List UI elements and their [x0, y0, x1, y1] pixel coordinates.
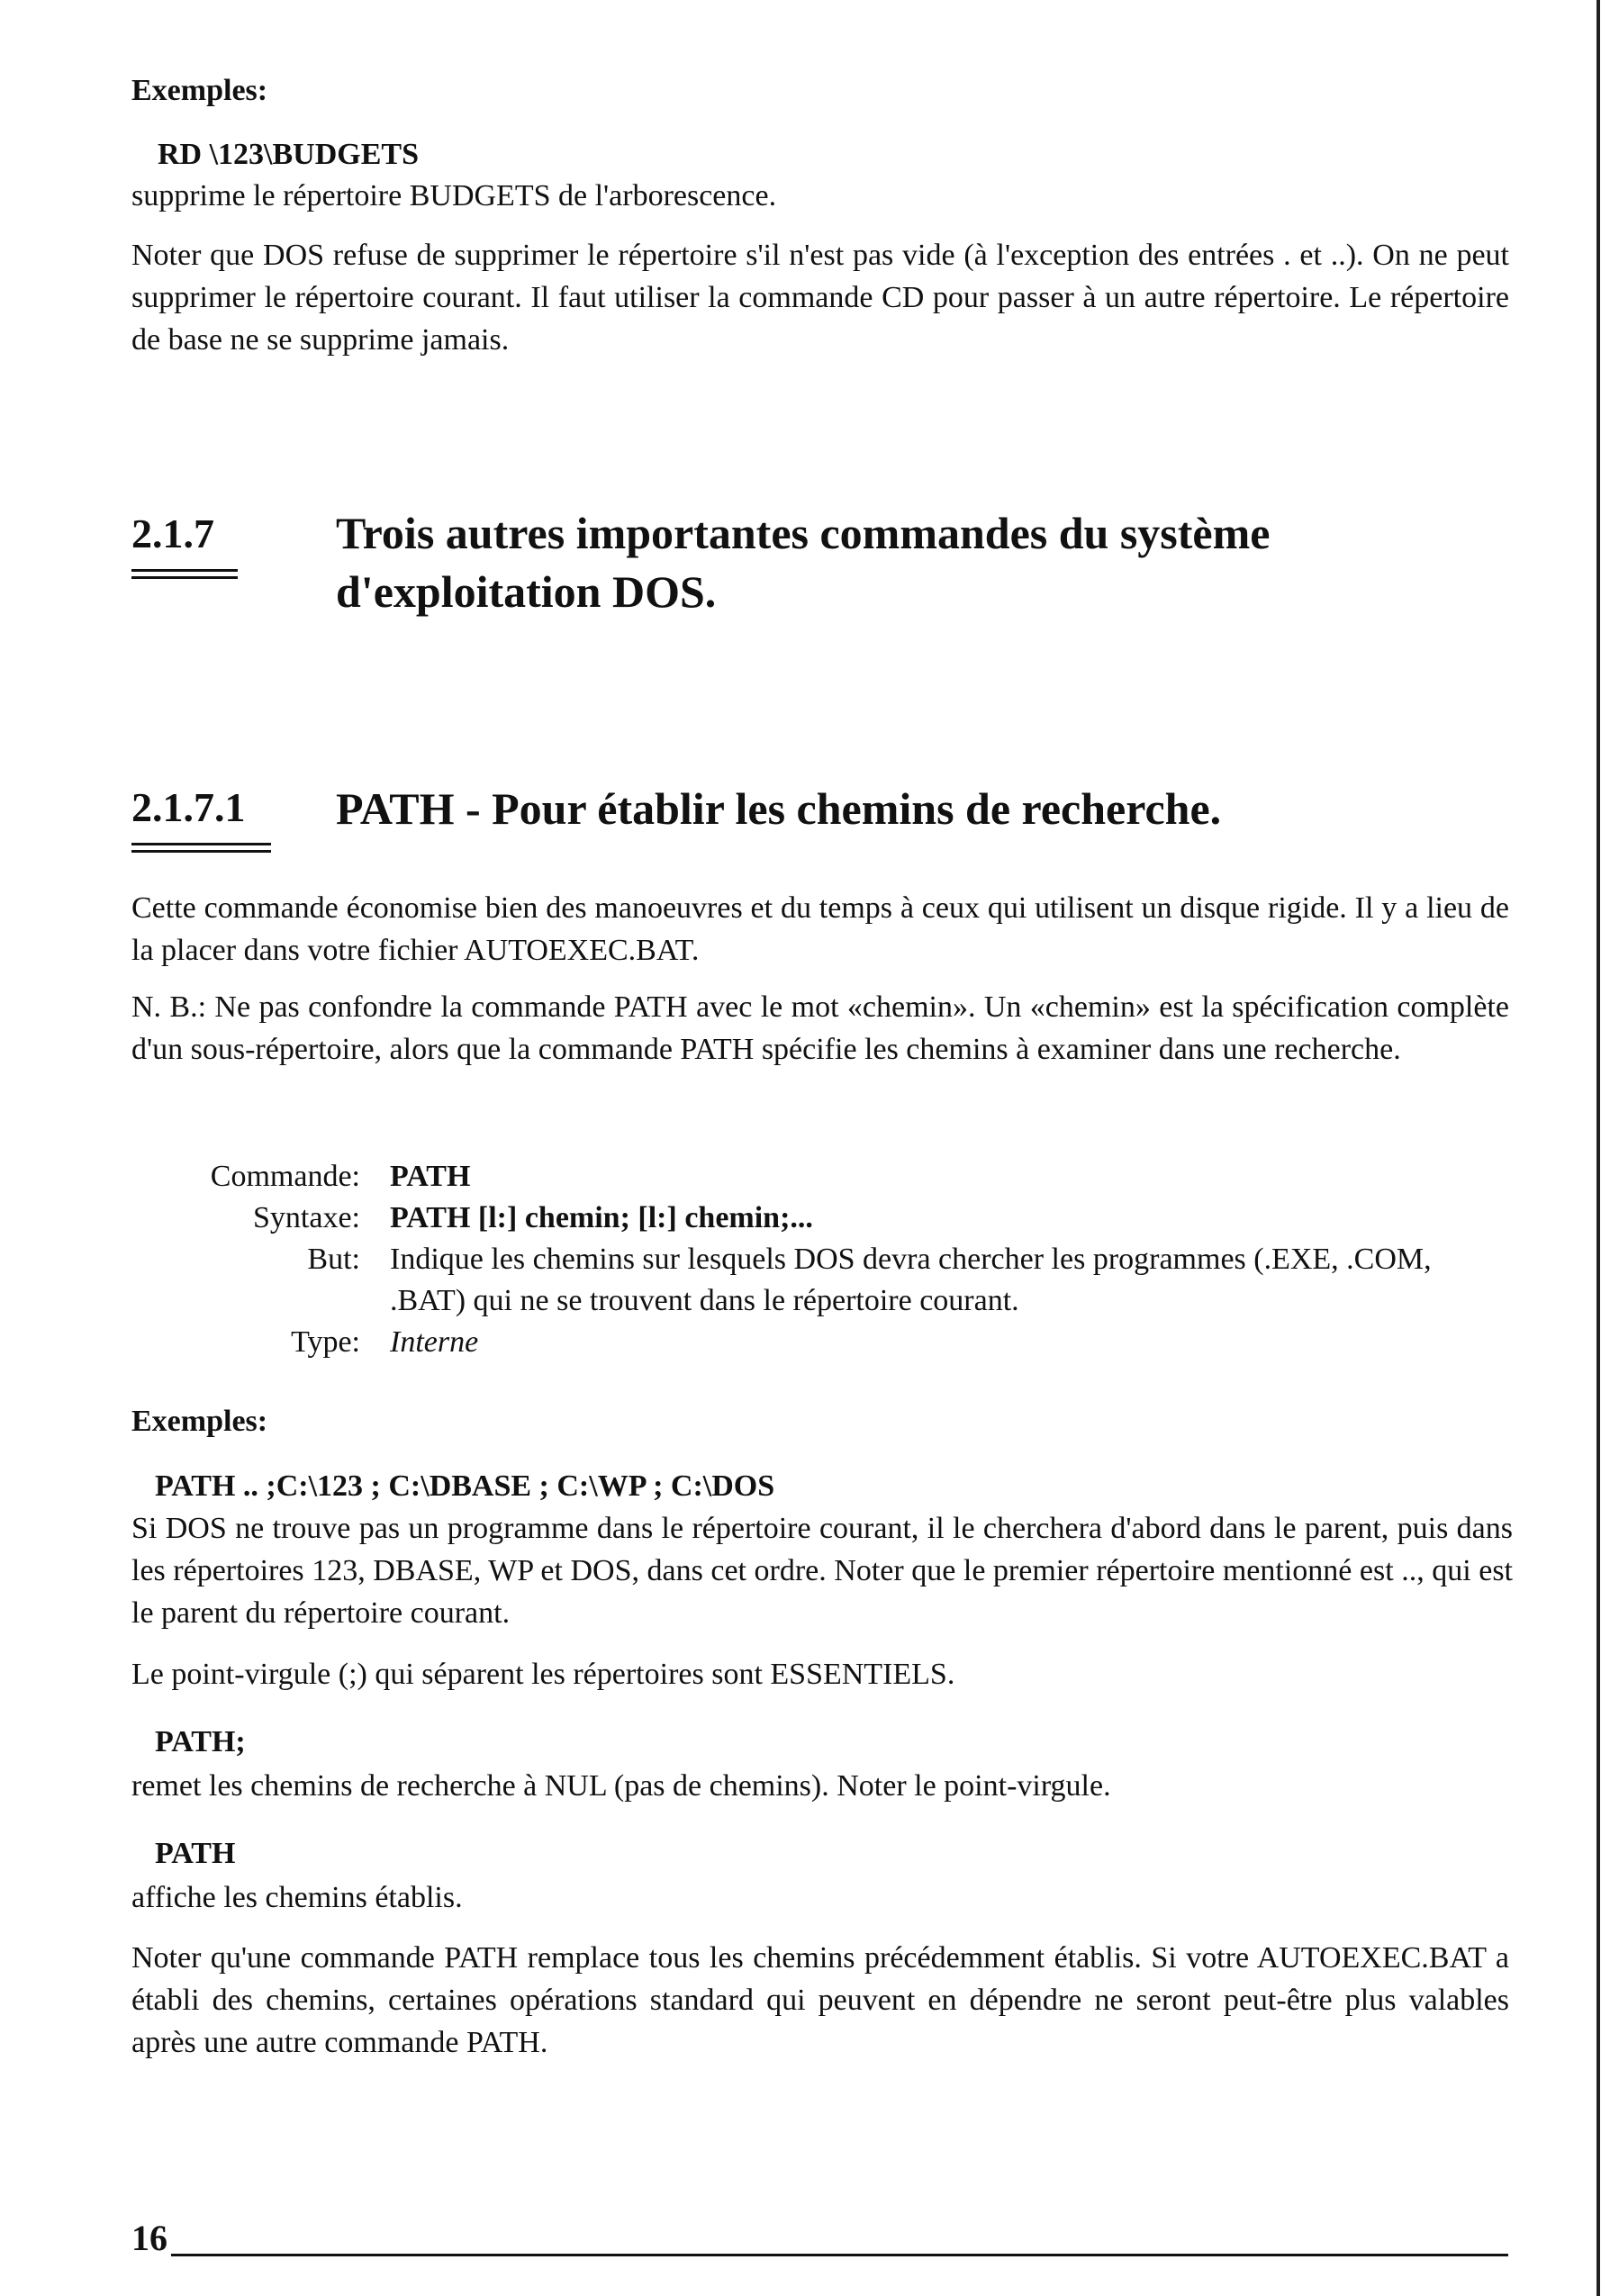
section-number-2-1-7-1: 2.1.7.1 — [131, 784, 246, 830]
def-key-but: But: — [307, 1243, 360, 1276]
page-number: 16 — [131, 2218, 167, 2258]
def-val-type: Interne — [390, 1325, 479, 1359]
path-example-1-command: PATH .. ;C:\123 ; C:\DBASE ; C:\WP ; C:\DOS — [155, 1469, 775, 1503]
rd-note-paragraph: Noter que DOS refuse de supprimer le répertoire s'il n'est pas vide (à l'exception des entrées . et ..). On ne peut supprimer le répertoire courant. Il faut utiliser la commande CD pour passer à un autre répertoire. Le répertoire de base ne se supprime jamais. — [131, 239, 1509, 357]
page-edge-bar — [1596, 0, 1600, 2296]
subsection-number-underline-2 — [131, 850, 271, 853]
path-intro-paragraph: Cette commande économise bien des manoeuvres et du temps à ceux qui utilisent un disque rigide. Il y a lieu de la placer dans votre fichier AUTOEXEC.BAT. — [131, 891, 1509, 967]
section-number-underline-1 — [131, 569, 238, 572]
rd-command-description: supprime le répertoire BUDGETS de l'arborescence. — [131, 179, 777, 212]
path-example-3-description: affiche les chemins établis. — [131, 1881, 463, 1914]
subsection-number-underline-1 — [131, 843, 271, 845]
path-example-2-description: remet les chemins de recherche à NUL (pas de chemins). Noter le point-virgule. — [131, 1769, 1111, 1803]
footer-rule — [171, 2254, 1508, 2256]
path-example-1-description: Si DOS ne trouve pas un programme dans le répertoire courant, il le cherchera d'abord dans le parent, puis dans les répertoires 123, DBASE, WP et DOS, dans cet ordre. Noter que le premier répertoire mentionné est .., qui est le parent du répertoire courant. — [131, 1512, 1513, 1630]
def-key-type: Type: — [291, 1325, 360, 1359]
semicolon-note: Le point-virgule (;) qui séparent les répertoires sont ESSENTIELS. — [131, 1658, 955, 1691]
path-nb-paragraph: N. B.: Ne pas confondre la commande PATH avec le mot «chemin». Un «chemin» est la spécification complète d'un sous-répertoire, alors que la commande PATH spécifie les chemins à examiner dans une recherche. — [131, 990, 1509, 1066]
def-val-syntaxe: PATH [l:] chemin; [l:] chemin;... — [390, 1201, 813, 1234]
def-key-commande: Commande: — [210, 1160, 360, 1193]
path-example-3-command: PATH — [155, 1837, 236, 1870]
def-key-syntaxe: Syntaxe: — [253, 1201, 360, 1234]
section-title-2-1-7-line2: d'exploitation DOS. — [336, 566, 717, 617]
section-title-2-1-7-line1: Trois autres importantes commandes du système — [336, 508, 1271, 558]
examples-label-top: Exemples: — [131, 74, 268, 107]
def-val-commande: PATH — [390, 1160, 471, 1193]
path-final-note: Noter qu'une commande PATH remplace tous les chemins précédemment établis. Si votre AUTOEXEC.BAT a établi des chemins, certaines opérations standard qui peuvent en dépendre ne seront peut-être plus valables après une autre commande PATH. — [131, 1941, 1509, 2059]
section-number-2-1-7: 2.1.7 — [131, 511, 214, 556]
section-title-2-1-7-1: PATH - Pour établir les chemins de recherche. — [336, 783, 1222, 834]
path-example-2-command: PATH; — [155, 1725, 246, 1758]
section-number-underline-2 — [131, 576, 238, 579]
examples-label-path: Exemples: — [131, 1405, 268, 1438]
def-val-but: Indique les chemins sur lesquels DOS devra chercher les programmes (.EXE, .COM, .BAT) qui ne se trouvent dans le répertoire courant. — [390, 1243, 1432, 1317]
rd-command-example: RD \123\BUDGETS — [158, 138, 419, 171]
